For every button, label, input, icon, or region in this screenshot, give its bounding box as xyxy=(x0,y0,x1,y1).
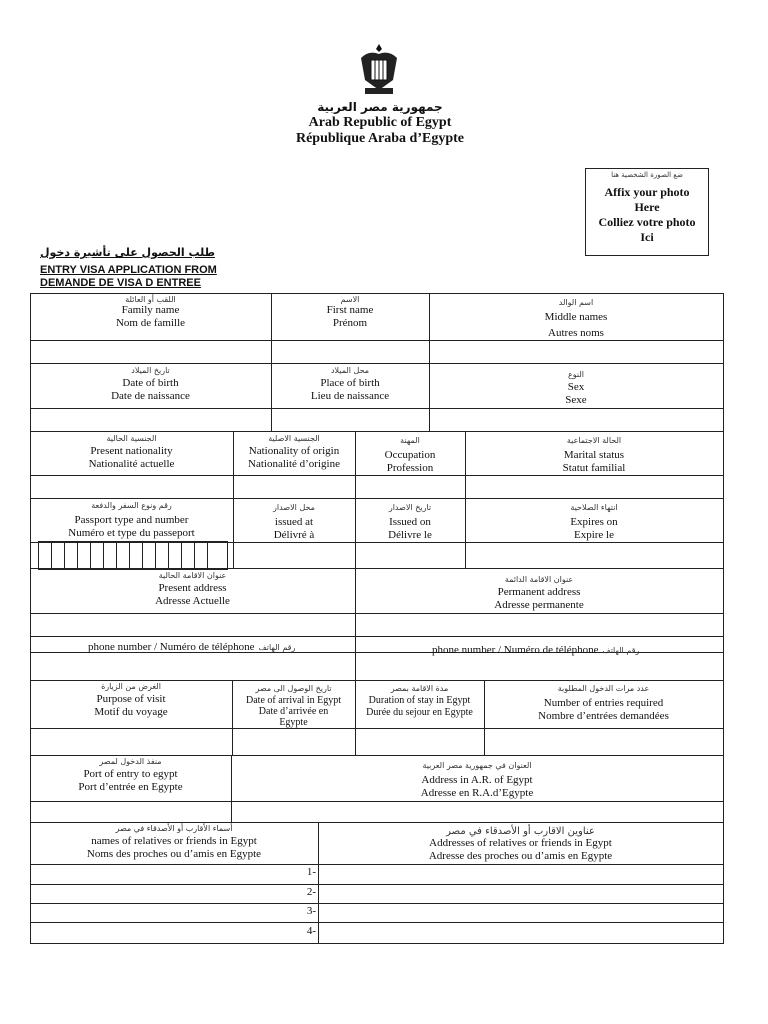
form-title-fr: DEMANDE DE VISA D ENTREE xyxy=(40,277,201,289)
port-of-entry-label: منفذ الدخول لمصر Port of entry to egypt Port d’entrée en Egypte xyxy=(78,757,183,793)
relative-address-field[interactable] xyxy=(319,865,722,883)
marital-status-field[interactable] xyxy=(466,476,722,497)
relative-row-number: 3- xyxy=(306,905,316,917)
present-nationality-field[interactable] xyxy=(31,476,232,497)
number-of-entries-field[interactable] xyxy=(485,729,722,754)
photo-box[interactable] xyxy=(585,168,709,256)
family-name-label: اللقب أو العائلة Family name Nom de famille xyxy=(115,295,186,329)
issued-on-field[interactable] xyxy=(356,543,464,567)
number-of-entries-label: عدد مرات الدخول المطلوبة Number of entries required Nombre d’entrées demandées xyxy=(538,684,669,722)
port-of-entry-field[interactable] xyxy=(31,802,230,821)
photo-line2: Here xyxy=(634,200,660,214)
duration-of-stay-field[interactable] xyxy=(356,729,483,754)
place-of-birth-label: محل الميلاد Place of birth Lieu de naissance xyxy=(310,366,390,402)
relative-name-field[interactable] xyxy=(31,865,286,883)
photo-line3: Colliez votre photo xyxy=(598,215,696,229)
middle-names-field[interactable] xyxy=(430,341,722,362)
header-title-fr: République Araba d’Egypte xyxy=(295,131,465,146)
permanent-address-field[interactable] xyxy=(356,614,722,635)
photo-line1: Affix your photo xyxy=(604,185,690,199)
present-nationality-label: الجنسية الحالية Present nationality Nationalité actuelle xyxy=(88,434,175,470)
passport-number-boxes[interactable] xyxy=(38,541,228,570)
relative-address-field[interactable] xyxy=(319,904,722,921)
phone-field-left[interactable] xyxy=(31,653,354,679)
purpose-of-visit-field[interactable] xyxy=(31,729,231,754)
duration-of-stay-label: مدة الاقامة بمصر Duration of stay in Egypt Durée du sejour en Egypte xyxy=(366,684,473,718)
occupation-label: المهنة Occupation Profession xyxy=(384,436,436,474)
issued-at-field[interactable] xyxy=(234,543,354,567)
phone-label-right: phone number / Numéro de téléphone رقم الهاتف xyxy=(432,644,640,656)
form-title-arabic: طلب الحصول على تأشيرة دخول xyxy=(40,246,215,259)
relative-name-field[interactable] xyxy=(31,904,286,921)
relative-name-field[interactable] xyxy=(31,923,286,942)
header-title-en: Arab Republic of Egypt xyxy=(308,115,452,130)
date-of-arrival-label: تاريخ الوصول الى مصر Date of arrival in Egypt Date d’arrivée en Egypte xyxy=(246,684,341,728)
address-in-egypt-field[interactable] xyxy=(232,802,722,821)
relative-address-field[interactable] xyxy=(319,885,722,902)
sex-label: النوع Sex Sexe xyxy=(565,370,587,406)
present-address-label: عنوان الاقامة الحالية Present address Adresse Actuelle xyxy=(155,571,230,607)
date-of-arrival-field[interactable] xyxy=(233,729,354,754)
sex-field[interactable] xyxy=(430,409,722,430)
expires-on-label: انتهاء الصلاحية Expires on Expire le xyxy=(570,503,618,541)
date-of-birth-field[interactable] xyxy=(31,409,270,430)
header-arabic-title: جمهورية مصر العربية xyxy=(317,100,443,114)
relative-row-number: 2- xyxy=(306,886,316,898)
nationality-of-origin-label: الجنسية الاصلية Nationality of origin Nationalité d’origine xyxy=(248,434,340,470)
permanent-address-label: عنوان الاقامة الدائمة Permanent address Adresse permanente xyxy=(494,575,584,611)
issued-on-label: تاريخ الاصدار Issued on Délivre le xyxy=(388,503,432,541)
occupation-field[interactable] xyxy=(356,476,464,497)
relatives-names-label: أسماء الأقارب أو الأصدقاء في مصر names of relatives or friends in Egypt Noms des proches ou d’amis en Egypte xyxy=(86,824,262,860)
family-name-field[interactable] xyxy=(31,341,270,362)
relative-row-number: 1- xyxy=(306,866,316,878)
relatives-addresses-label: عناوين الاقارب أو الأصدقاء في مصر Addresses of relatives or friends in Egypt Adresse des proches ou d’amis en Egypte xyxy=(428,826,613,862)
issued-at-label: محل الاصدار issued at Délivré à xyxy=(273,503,315,541)
phone-label-left: phone number / Numéro de téléphone رقم الهاتف xyxy=(88,641,296,653)
purpose-of-visit-label: الغرض من الزيارة Purpose of visit Motif du voyage xyxy=(94,682,168,718)
nationality-of-origin-field[interactable] xyxy=(234,476,354,497)
first-name-field[interactable] xyxy=(272,341,428,362)
passport-type-label: رقم ونوع السفر والدفعة Passport type and number Numéro et type du passeport xyxy=(68,501,195,539)
place-of-birth-field[interactable] xyxy=(272,409,428,430)
photo-line4: Ici xyxy=(640,230,654,244)
phone-field-right[interactable] xyxy=(356,653,722,679)
form-title-en: ENTRY VISA APPLICATION FROM xyxy=(40,264,217,276)
present-address-field[interactable] xyxy=(31,614,354,635)
photo-arabic-hint: ضع الصورة الشخصية هنا xyxy=(611,171,683,179)
relative-row-number: 4- xyxy=(306,925,316,937)
relative-name-field[interactable] xyxy=(31,885,286,902)
middle-names-label: اسم الوالد Middle names Autres noms xyxy=(544,298,608,339)
address-in-egypt-label: العنوان في جمهورية مصر العربية Address in A.R. of Egypt Adresse en R.A.d’Egypte xyxy=(420,761,534,799)
marital-status-label: الحالة الاجتماعية Marital status Statut familial xyxy=(562,436,626,474)
expires-on-field[interactable] xyxy=(466,543,722,567)
egypt-emblem xyxy=(357,40,401,98)
date-of-birth-label: تاريخ الميلاد Date of birth Date de naissance xyxy=(111,366,190,402)
relative-address-field[interactable] xyxy=(319,923,722,942)
first-name-label: الاسم First name Prénom xyxy=(326,295,374,329)
